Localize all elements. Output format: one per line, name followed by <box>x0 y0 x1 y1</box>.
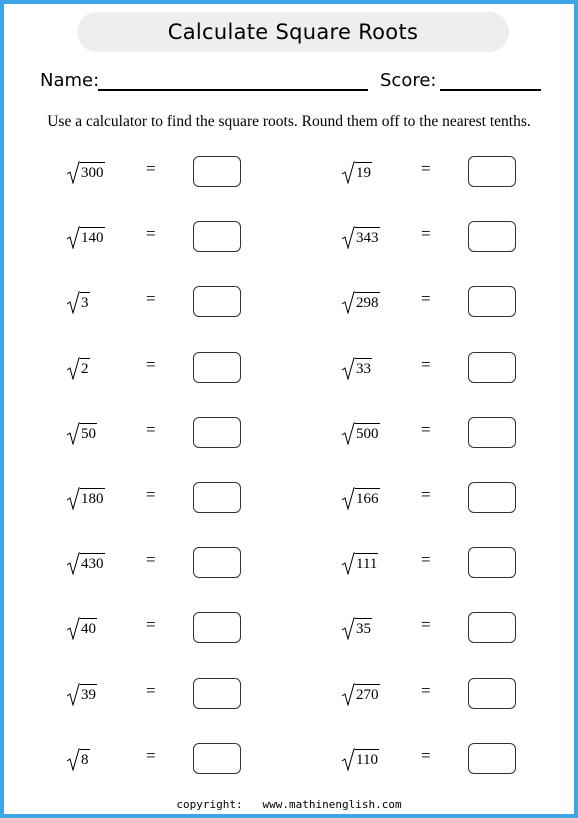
problem-right-5 <box>341 417 578 457</box>
equals-sign: = <box>421 420 431 439</box>
radicand: 180 <box>80 488 105 509</box>
equals-sign: = <box>421 355 431 374</box>
square-root-expression <box>341 682 380 706</box>
square-root-expression <box>341 486 380 510</box>
answer-box[interactable] <box>468 352 516 383</box>
radical-sign-icon <box>341 421 355 445</box>
radicand: 110 <box>355 749 379 770</box>
square-root-expression <box>341 290 380 314</box>
problem-right-1 <box>341 156 578 196</box>
equals-sign: = <box>146 420 156 439</box>
answer-box[interactable] <box>468 612 516 643</box>
radicand: 40 <box>80 618 97 639</box>
equals-sign: = <box>421 746 431 765</box>
equals-sign: = <box>146 159 156 178</box>
radicand: 2 <box>80 358 90 379</box>
problem-right-9 <box>341 678 578 718</box>
answer-box[interactable] <box>468 547 516 578</box>
square-root-expression <box>341 225 380 249</box>
radicand: 50 <box>80 423 97 444</box>
square-root-expression <box>341 421 380 445</box>
radicand: 270 <box>355 684 380 705</box>
square-root-expression <box>66 682 97 706</box>
radical-sign-icon <box>341 551 355 575</box>
name-field[interactable] <box>98 89 368 91</box>
equals-sign: = <box>421 485 431 504</box>
radical-sign-icon <box>341 225 355 249</box>
square-root-expression <box>66 486 105 510</box>
square-root-expression <box>66 160 105 184</box>
radicand: 19 <box>355 162 372 183</box>
radical-sign-icon <box>66 551 80 575</box>
footer <box>0 798 578 811</box>
radical-sign-icon <box>341 682 355 706</box>
square-root-expression <box>66 290 90 314</box>
equals-sign: = <box>421 681 431 700</box>
problem-right-7 <box>341 547 578 587</box>
problem-left-2 <box>66 221 306 261</box>
square-root-expression <box>66 225 105 249</box>
answer-box[interactable] <box>193 286 241 317</box>
radical-sign-icon <box>341 747 355 771</box>
equals-sign: = <box>146 615 156 634</box>
equals-sign: = <box>146 224 156 243</box>
square-root-expression <box>66 551 105 575</box>
square-root-expression <box>341 160 372 184</box>
radicand: 166 <box>355 488 380 509</box>
radical-sign-icon <box>341 160 355 184</box>
equals-sign: = <box>146 289 156 308</box>
problem-left-7 <box>66 547 306 587</box>
problem-right-2 <box>341 221 578 261</box>
answer-box[interactable] <box>468 286 516 317</box>
name-label: Name: <box>40 70 100 91</box>
answer-box[interactable] <box>193 547 241 578</box>
radicand: 500 <box>355 423 380 444</box>
answer-box[interactable] <box>468 743 516 774</box>
worksheet-title <box>77 12 509 52</box>
problem-left-8 <box>66 612 306 652</box>
radical-sign-icon <box>66 225 80 249</box>
problem-right-6 <box>341 482 578 522</box>
answer-box[interactable] <box>468 482 516 513</box>
radical-sign-icon <box>341 486 355 510</box>
square-root-expression <box>66 421 97 445</box>
radical-sign-icon <box>341 616 355 640</box>
radicand: 8 <box>80 749 90 770</box>
square-root-expression <box>66 747 90 771</box>
equals-sign: = <box>146 355 156 374</box>
radical-sign-icon <box>341 290 355 314</box>
answer-box[interactable] <box>193 743 241 774</box>
radicand: 111 <box>355 553 378 574</box>
equals-sign: = <box>146 550 156 569</box>
radicand: 39 <box>80 684 97 705</box>
answer-box[interactable] <box>468 221 516 252</box>
problem-left-6 <box>66 482 306 522</box>
equals-sign: = <box>421 289 431 308</box>
radicand: 33 <box>355 358 372 379</box>
radicand: 140 <box>80 227 105 248</box>
answer-box[interactable] <box>193 221 241 252</box>
radical-sign-icon <box>66 160 80 184</box>
square-root-expression <box>341 356 372 380</box>
answer-box[interactable] <box>193 417 241 448</box>
radical-sign-icon <box>66 747 80 771</box>
equals-sign: = <box>146 485 156 504</box>
radicand: 3 <box>80 292 90 313</box>
square-root-expression <box>66 356 90 380</box>
radicand: 35 <box>355 618 372 639</box>
problem-left-9 <box>66 678 306 718</box>
radical-sign-icon <box>341 356 355 380</box>
square-root-expression <box>66 616 97 640</box>
problem-right-4 <box>341 352 578 392</box>
problem-right-3 <box>341 286 578 326</box>
radical-sign-icon <box>66 616 80 640</box>
square-root-expression <box>341 616 372 640</box>
equals-sign: = <box>421 550 431 569</box>
problem-left-3 <box>66 286 306 326</box>
copyright-label: copyright: <box>176 798 243 811</box>
answer-box[interactable] <box>193 612 241 643</box>
problem-left-4 <box>66 352 306 392</box>
equals-sign: = <box>421 159 431 178</box>
website-link[interactable]: www.mathinenglish.com <box>262 798 402 811</box>
answer-box[interactable] <box>468 417 516 448</box>
problem-left-1 <box>66 156 306 196</box>
radical-sign-icon <box>66 356 80 380</box>
problem-left-5 <box>66 417 306 457</box>
radicand: 300 <box>80 162 105 183</box>
square-root-expression <box>341 747 379 771</box>
equals-sign: = <box>146 746 156 765</box>
radical-sign-icon <box>66 682 80 706</box>
score-label: Score: <box>380 70 437 91</box>
answer-box[interactable] <box>468 678 516 709</box>
radicand: 430 <box>80 553 105 574</box>
equals-sign: = <box>421 615 431 634</box>
instructions: Use a calculator to find the square roots. Round them off to the nearest tenths. <box>47 113 531 130</box>
answer-box[interactable] <box>193 156 241 187</box>
problem-right-8 <box>341 612 578 652</box>
problem-right-10 <box>341 743 578 783</box>
answer-box[interactable] <box>193 678 241 709</box>
answer-box[interactable] <box>468 156 516 187</box>
equals-sign: = <box>421 224 431 243</box>
problem-left-10 <box>66 743 306 783</box>
title-text: Calculate Square Roots <box>167 20 419 44</box>
square-root-expression <box>341 551 378 575</box>
answer-box[interactable] <box>193 482 241 513</box>
score-field[interactable] <box>440 89 541 91</box>
radical-sign-icon <box>66 421 80 445</box>
radical-sign-icon <box>66 486 80 510</box>
answer-box[interactable] <box>193 352 241 383</box>
radical-sign-icon <box>66 290 80 314</box>
radicand: 343 <box>355 227 380 248</box>
equals-sign: = <box>146 681 156 700</box>
radicand: 298 <box>355 292 380 313</box>
